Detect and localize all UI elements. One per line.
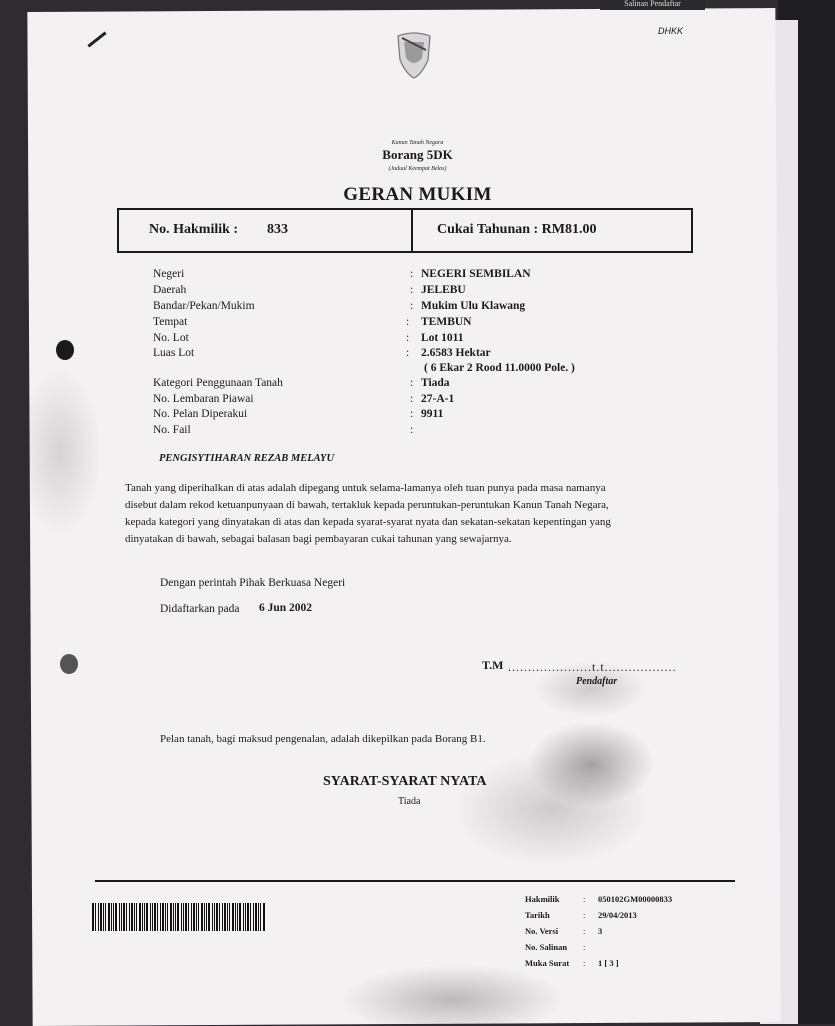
barcode-bar [183, 903, 184, 931]
field-label: No. Pelan Diperakui [153, 408, 248, 420]
registered-label: Didaftarkan pada [160, 603, 240, 615]
field-value: Lot 1011 [421, 332, 464, 344]
punch-hole [60, 654, 78, 674]
barcode-bar [131, 903, 133, 931]
barcode-bar [123, 903, 125, 931]
barcode-bar [119, 903, 120, 931]
field-label: Negeri [153, 268, 185, 280]
act-name: Kanun Tanah Negara [391, 140, 444, 146]
barcode-bar [258, 903, 259, 931]
footer-value: 29/04/2013 [598, 910, 637, 920]
declaration-line: Tanah yang diperihalkan di atas adalah dipegang untuk selama-lamanya oleh tuan punya pada masa namanya [125, 482, 606, 494]
field-value: TEMBUN [421, 316, 472, 328]
punch-hole [56, 340, 74, 360]
document-title: GERAN MUKIM [343, 184, 492, 205]
barcode-bar [111, 903, 112, 931]
footer-value: 3 [598, 926, 603, 936]
field-label: No. Lot [153, 332, 189, 344]
declaration-heading: PENGISYTIHARAN REZAB MELAYU [159, 453, 335, 464]
barcode-bar [247, 903, 249, 931]
barcode-bar [235, 903, 236, 931]
field-value: 9911 [421, 408, 444, 420]
barcode [92, 903, 267, 931]
barcode-bar [227, 903, 228, 931]
barcode-bar [115, 903, 117, 931]
top-tab: Salinan Pendaftar [600, 0, 705, 10]
field-value: 27-A-1 [421, 393, 455, 405]
barcode-bar [98, 903, 99, 931]
field-label: Luas Lot [153, 347, 195, 359]
field-value: 2.6583 Hektar [421, 347, 491, 359]
field-label: Daerah [153, 284, 187, 296]
barcode-bar [146, 903, 148, 931]
barcode-bar [173, 903, 174, 931]
title-box-divider [411, 210, 413, 251]
footer-divider [95, 880, 735, 882]
barcode-bar [150, 903, 151, 931]
barcode-bar [239, 903, 241, 931]
declaration-line: kepada kategori yang dinyatakan di atas dan kepada syarat-syarat nyata dan sekatan-sekatan kepentingan yang [125, 516, 611, 528]
field-value: Tiada [421, 377, 450, 389]
barcode-bar [260, 903, 261, 931]
barcode-bar [136, 903, 137, 931]
field-label: No. Lembaran Piawai [153, 393, 254, 405]
barcode-bar [255, 903, 257, 931]
barcode-bar [212, 903, 213, 931]
barcode-bar [204, 903, 205, 931]
state-emblem-icon [392, 30, 436, 82]
form-name: Borang 5DK [382, 147, 453, 162]
barcode-bar [245, 903, 246, 931]
conditions-title: SYARAT-SYARAT NYATA [323, 774, 487, 789]
barcode-bar [193, 903, 195, 931]
field-label: Kategori Penggunaan Tanah [153, 377, 283, 389]
barcode-bar [196, 903, 197, 931]
registered-date: 6 Jun 2002 [259, 602, 313, 614]
field-label: Bandar/Pekan/Mukim [153, 300, 255, 312]
declaration-line: dinyatakan di bawah, sebagai balasan bagi pembayaran cukai tahunan yang sewajarnya. [125, 533, 512, 545]
barcode-bar [224, 903, 226, 931]
barcode-bar [175, 903, 176, 931]
barcode-bar [229, 903, 230, 931]
registrar-label: Pendaftar [576, 676, 618, 687]
barcode-bar [198, 903, 199, 931]
barcode-bar [105, 903, 106, 931]
barcode-bar [103, 903, 104, 931]
barcode-bar [154, 903, 156, 931]
barcode-bar [165, 903, 166, 931]
barcode-bar [142, 903, 143, 931]
barcode-bar [126, 903, 127, 931]
hakmilik-label: No. Hakmilik : [149, 222, 239, 237]
declaration-line: disebut dalam rekod ketuanpunyaan di bawah, tertakluk kepada peruntukan-peruntukan Kanun Tanah Negara, [125, 499, 609, 511]
barcode-bar [181, 903, 182, 931]
barcode-bar [191, 903, 192, 931]
barcode-bar [139, 903, 141, 931]
barcode-bar [113, 903, 114, 931]
field-value-secondary: ( 6 Ekar 2 Rood 11.0000 Pole. ) [424, 362, 575, 374]
field-label: No. Fail [153, 424, 191, 436]
conditions-value: Tiada [398, 796, 421, 807]
barcode-bar [144, 903, 145, 931]
plan-note: Pelan tanah, bagi maksud pengenalan, adalah dikepilkan pada Borang B1. [160, 733, 486, 745]
barcode-bar [214, 903, 215, 931]
barcode-bar [232, 903, 234, 931]
barcode-bar [160, 903, 161, 931]
barcode-bar [121, 903, 122, 931]
barcode-bar [250, 903, 251, 931]
barcode-bar [216, 903, 218, 931]
barcode-bar [188, 903, 189, 931]
barcode-bar [92, 903, 94, 931]
title-box [117, 208, 693, 253]
barcode-bar [253, 903, 254, 931]
footer-label: Muka Surat [525, 958, 570, 968]
field-value: JELEBU [421, 284, 466, 296]
barcode-bar [170, 903, 172, 931]
hakmilik-value: 833 [267, 222, 288, 237]
barcode-bar [162, 903, 164, 931]
barcode-bar [134, 903, 135, 931]
authority-text: Dengan perintah Pihak Berkuasa Negeri [160, 577, 346, 589]
barcode-bar [243, 903, 244, 931]
field-label: Tempat [153, 316, 188, 328]
field-value: Mukim Ulu Klawang [421, 300, 526, 312]
barcode-bar [222, 903, 223, 931]
signature-line: .....................t.t.................. [508, 660, 677, 674]
barcode-bar [95, 903, 96, 931]
barcode-bar [177, 903, 179, 931]
field-value: NEGERI SEMBILAN [421, 268, 531, 280]
footer-label: Tarikh [525, 910, 550, 920]
barcode-bar [219, 903, 220, 931]
barcode-bar [157, 903, 158, 931]
schedule-name: (Jadual Keempat Belas) [388, 166, 447, 172]
footer-label: No. Salinan [525, 942, 568, 952]
footer-value: 1 [ 3 ] [598, 958, 619, 968]
barcode-bar [201, 903, 203, 931]
barcode-bar [100, 903, 102, 931]
footer-label: No. Versi [525, 926, 559, 936]
barcode-bar [185, 903, 187, 931]
declaration-paragraph [125, 480, 705, 548]
corner-code: DHKK [658, 26, 684, 36]
barcode-bar [263, 903, 265, 931]
footer-value: 050102GM00000833 [598, 894, 673, 904]
tm-label: T.M [482, 658, 504, 672]
barcode-bar [152, 903, 153, 931]
barcode-bar [208, 903, 210, 931]
barcode-bar [206, 903, 207, 931]
barcode-bar [108, 903, 110, 931]
barcode-bar [129, 903, 130, 931]
cukai-label: Cukai Tahunan : RM81.00 [437, 222, 597, 237]
footer-label: Hakmilik [525, 894, 560, 904]
barcode-bar [167, 903, 168, 931]
barcode-bar [237, 903, 238, 931]
